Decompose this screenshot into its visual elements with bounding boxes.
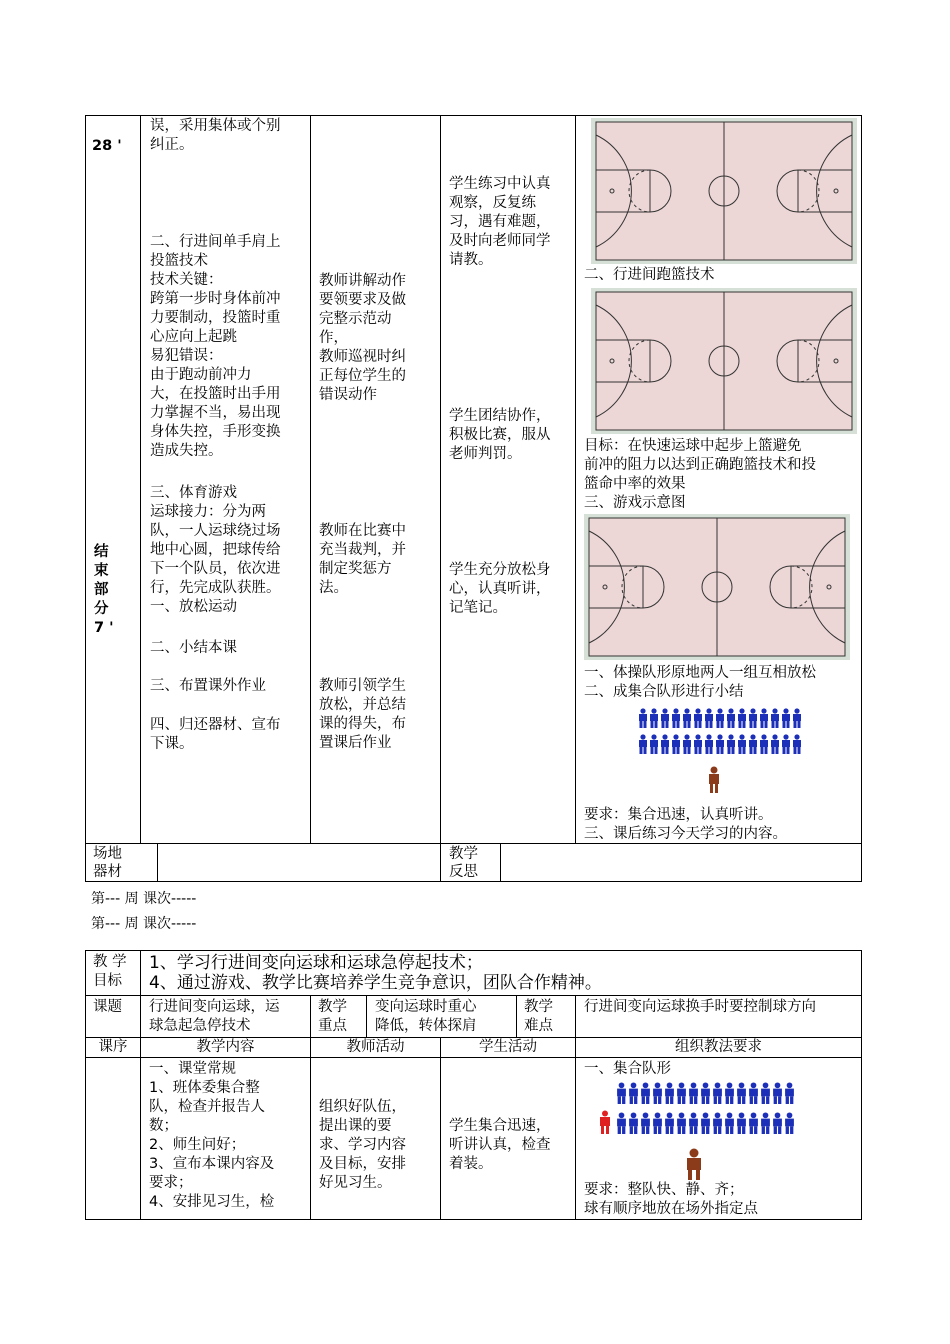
basketball-court-diagram-2 (591, 288, 857, 434)
student-figure-icon (713, 1112, 722, 1134)
student-figure-icon (650, 734, 658, 754)
lower-content: 一、课堂常规 1、班体委集合整 队，检查并报告人 数； 2、师生问好； 3、宣布本课内容及 要求； 4、安排见习生，检 (149, 1061, 275, 1210)
student-figure-icon (689, 1082, 698, 1104)
student-figure-icon (782, 734, 790, 754)
student-figure-icon (639, 708, 647, 728)
student-figure-icon (761, 1082, 770, 1104)
header-order: 课序 (98, 1039, 128, 1055)
game-diagram-label: 三、游戏示意图 (584, 495, 686, 511)
student-figure-icon (701, 1082, 710, 1104)
goal-label: 教 学 目标 (93, 954, 127, 989)
lower-teacher: 组织好队伍， 提出课的要 求、学习内容 及目标，安排 好见习生。 (319, 1099, 406, 1191)
student-figure-icon (617, 1112, 626, 1134)
header-org: 组织教法要求 (675, 1039, 762, 1055)
student-figure-icon (761, 1112, 770, 1134)
student-figure-icon (749, 708, 757, 728)
student-figure-icon (793, 734, 801, 754)
relax-items: 一、体操队形原地两人一组互相放松 二、成集合队形进行小结 (584, 665, 816, 700)
student-figure-icon (716, 734, 724, 754)
week-line-2: 第--- 周 课次----- (91, 916, 197, 932)
student-figure-icon (749, 1112, 758, 1134)
diff-label: 教学 难点 (524, 999, 553, 1034)
teacher-icon-2 (684, 1148, 704, 1180)
goal-text: 目标：在快速运球中起步上篮避免 前冲的阻力以达到正确跑篮技术和投 篮命中率的效果 (584, 438, 816, 492)
student-figure-icon (793, 708, 801, 728)
student-block-2: 学生团结协作， 积极比赛，服从 老师判罚。 (449, 408, 551, 462)
org-title: 一、集合队形 (584, 1061, 671, 1077)
student-formation-diagram (636, 706, 806, 758)
venue-label: 场地 器材 (93, 846, 122, 880)
teacher-icon (706, 766, 722, 794)
topic-label: 课题 (93, 999, 122, 1015)
student-figure-icon (713, 1082, 722, 1104)
content-block-1: 误，采用集体或个别 纠正。 (150, 118, 281, 153)
student-figure-icon (760, 708, 768, 728)
teacher-block-3: 教师引领学生 放松，并总结 课的得失，布 置课后作业 (319, 678, 406, 751)
student-figure-icon (727, 734, 735, 754)
student-figure-icon (737, 1082, 746, 1104)
key-text: 变向运球时重心 降低，转体探肩 (375, 999, 477, 1034)
student-figure-icon (639, 734, 647, 754)
content-block-4: 二、小结本课 (150, 640, 237, 656)
student-figure-icon (629, 1082, 638, 1104)
student-figure-icon (653, 1112, 662, 1134)
diff-text: 行进间变向运球换手时要控制球方向 (584, 999, 816, 1015)
student-figure-icon (629, 1112, 638, 1134)
topic-text: 行进间变向运球，运 球急起急停技术 (149, 999, 280, 1034)
key-label: 教学 重点 (318, 999, 347, 1034)
goals-text: 1、学习行进间变向运球和运球急停起技术； 4、通过游戏、教学比赛培养学生竞争意识，团队合作精神。 (149, 953, 602, 993)
student-figure-icon (749, 1082, 758, 1104)
red-student-icon (598, 1110, 612, 1134)
student-figure-icon (641, 1082, 650, 1104)
content-block-3: 三、体育游戏 运球接力：分为两 队，一人运球绕过场 地中心圆，把球传给 下一个队员，依次进 行，先完成队获胜。 一、放松运动 (150, 485, 281, 615)
section-end-label: 结 束 部 分 7 ' (94, 544, 114, 636)
student-figure-icon (641, 1112, 650, 1134)
student-figure-icon (738, 708, 746, 728)
student-figure-icon (661, 734, 669, 754)
header-student: 学生活动 (479, 1039, 537, 1055)
basketball-court-diagram-3 (584, 514, 850, 660)
student-figure-icon (677, 1112, 686, 1134)
teacher-block-2: 教师在比赛中 充当裁判，并 制定奖惩方 法。 (319, 523, 406, 596)
reflection-label: 教学 反思 (449, 846, 478, 880)
header-content: 教学内容 (196, 1039, 255, 1055)
student-figure-icon (689, 1112, 698, 1134)
student-figure-icon (773, 1082, 782, 1104)
student-figure-icon (725, 1082, 734, 1104)
header-teacher: 教师活动 (346, 1039, 405, 1055)
student-figure-icon (705, 734, 713, 754)
content-block-2: 二、行进间单手肩上 投篮技术 技术关键： 跨第一步时身体前冲 力要制动，投篮时重 心应向上起跳 易犯错误： 由于跑动前冲力 大，在投篮时出手用 力掌握不当，易出现 身体失控，手形变换 造成失控。 (150, 234, 281, 459)
week-line-1: 第--- 周 课次----- (91, 891, 197, 907)
student-figure-icon (785, 1082, 794, 1104)
basketball-court-diagram-1 (591, 118, 857, 264)
time-28: 28 ' (92, 138, 122, 154)
student-figure-icon (665, 1112, 674, 1134)
student-figure-icon (672, 708, 680, 728)
student-figure-icon (771, 708, 779, 728)
student-figure-icon (773, 1112, 782, 1134)
student-figure-icon (716, 708, 724, 728)
label-run-shot: 二、行进间跑篮技术 (584, 267, 715, 283)
student-figure-icon (683, 734, 691, 754)
student-figure-icon (617, 1082, 626, 1104)
student-figure-icon (665, 1082, 674, 1104)
student-figure-icon (701, 1112, 710, 1134)
student-figure-icon (661, 708, 669, 728)
student-figure-icon (749, 734, 757, 754)
student-figure-icon (725, 1112, 734, 1134)
student-block-3: 学生充分放松身 心，认真听讲， 记笔记。 (449, 562, 551, 616)
student-figure-icon (738, 734, 746, 754)
student-figure-icon (694, 734, 702, 754)
student-block-1: 学生练习中认真 观察，反复练 习，遇有难题， 及时向老师同学 请教。 (449, 176, 551, 268)
requirement-text: 要求：集合迅速，认真听讲。 三、课后练习今天学习的内容。 (584, 807, 787, 842)
content-block-5: 三、布置课外作业 (150, 678, 266, 694)
student-figure-icon (771, 734, 779, 754)
student-figure-icon (672, 734, 680, 754)
content-block-6: 四、归还器材、宣布 下课。 (150, 717, 281, 752)
student-figure-icon (785, 1112, 794, 1134)
student-figure-icon (677, 1082, 686, 1104)
student-figure-icon (683, 708, 691, 728)
lower-student: 学生集合迅速， 听讲认真，检查 着装。 (449, 1118, 551, 1172)
student-figure-icon (760, 734, 768, 754)
student-formation-diagram-2 (614, 1080, 798, 1142)
teacher-block-1: 教师讲解动作 要领要求及做 完整示范动 作， 教师巡视时纠 正每位学生的 错误动作 (319, 273, 406, 403)
student-figure-icon (653, 1082, 662, 1104)
student-figure-icon (694, 708, 702, 728)
student-figure-icon (705, 708, 713, 728)
student-figure-icon (650, 708, 658, 728)
student-figure-icon (737, 1112, 746, 1134)
student-figure-icon (782, 708, 790, 728)
org-requirement: 要求：整队快、静、齐； 球有顺序地放在场外指定点 (584, 1182, 758, 1217)
student-figure-icon (727, 708, 735, 728)
